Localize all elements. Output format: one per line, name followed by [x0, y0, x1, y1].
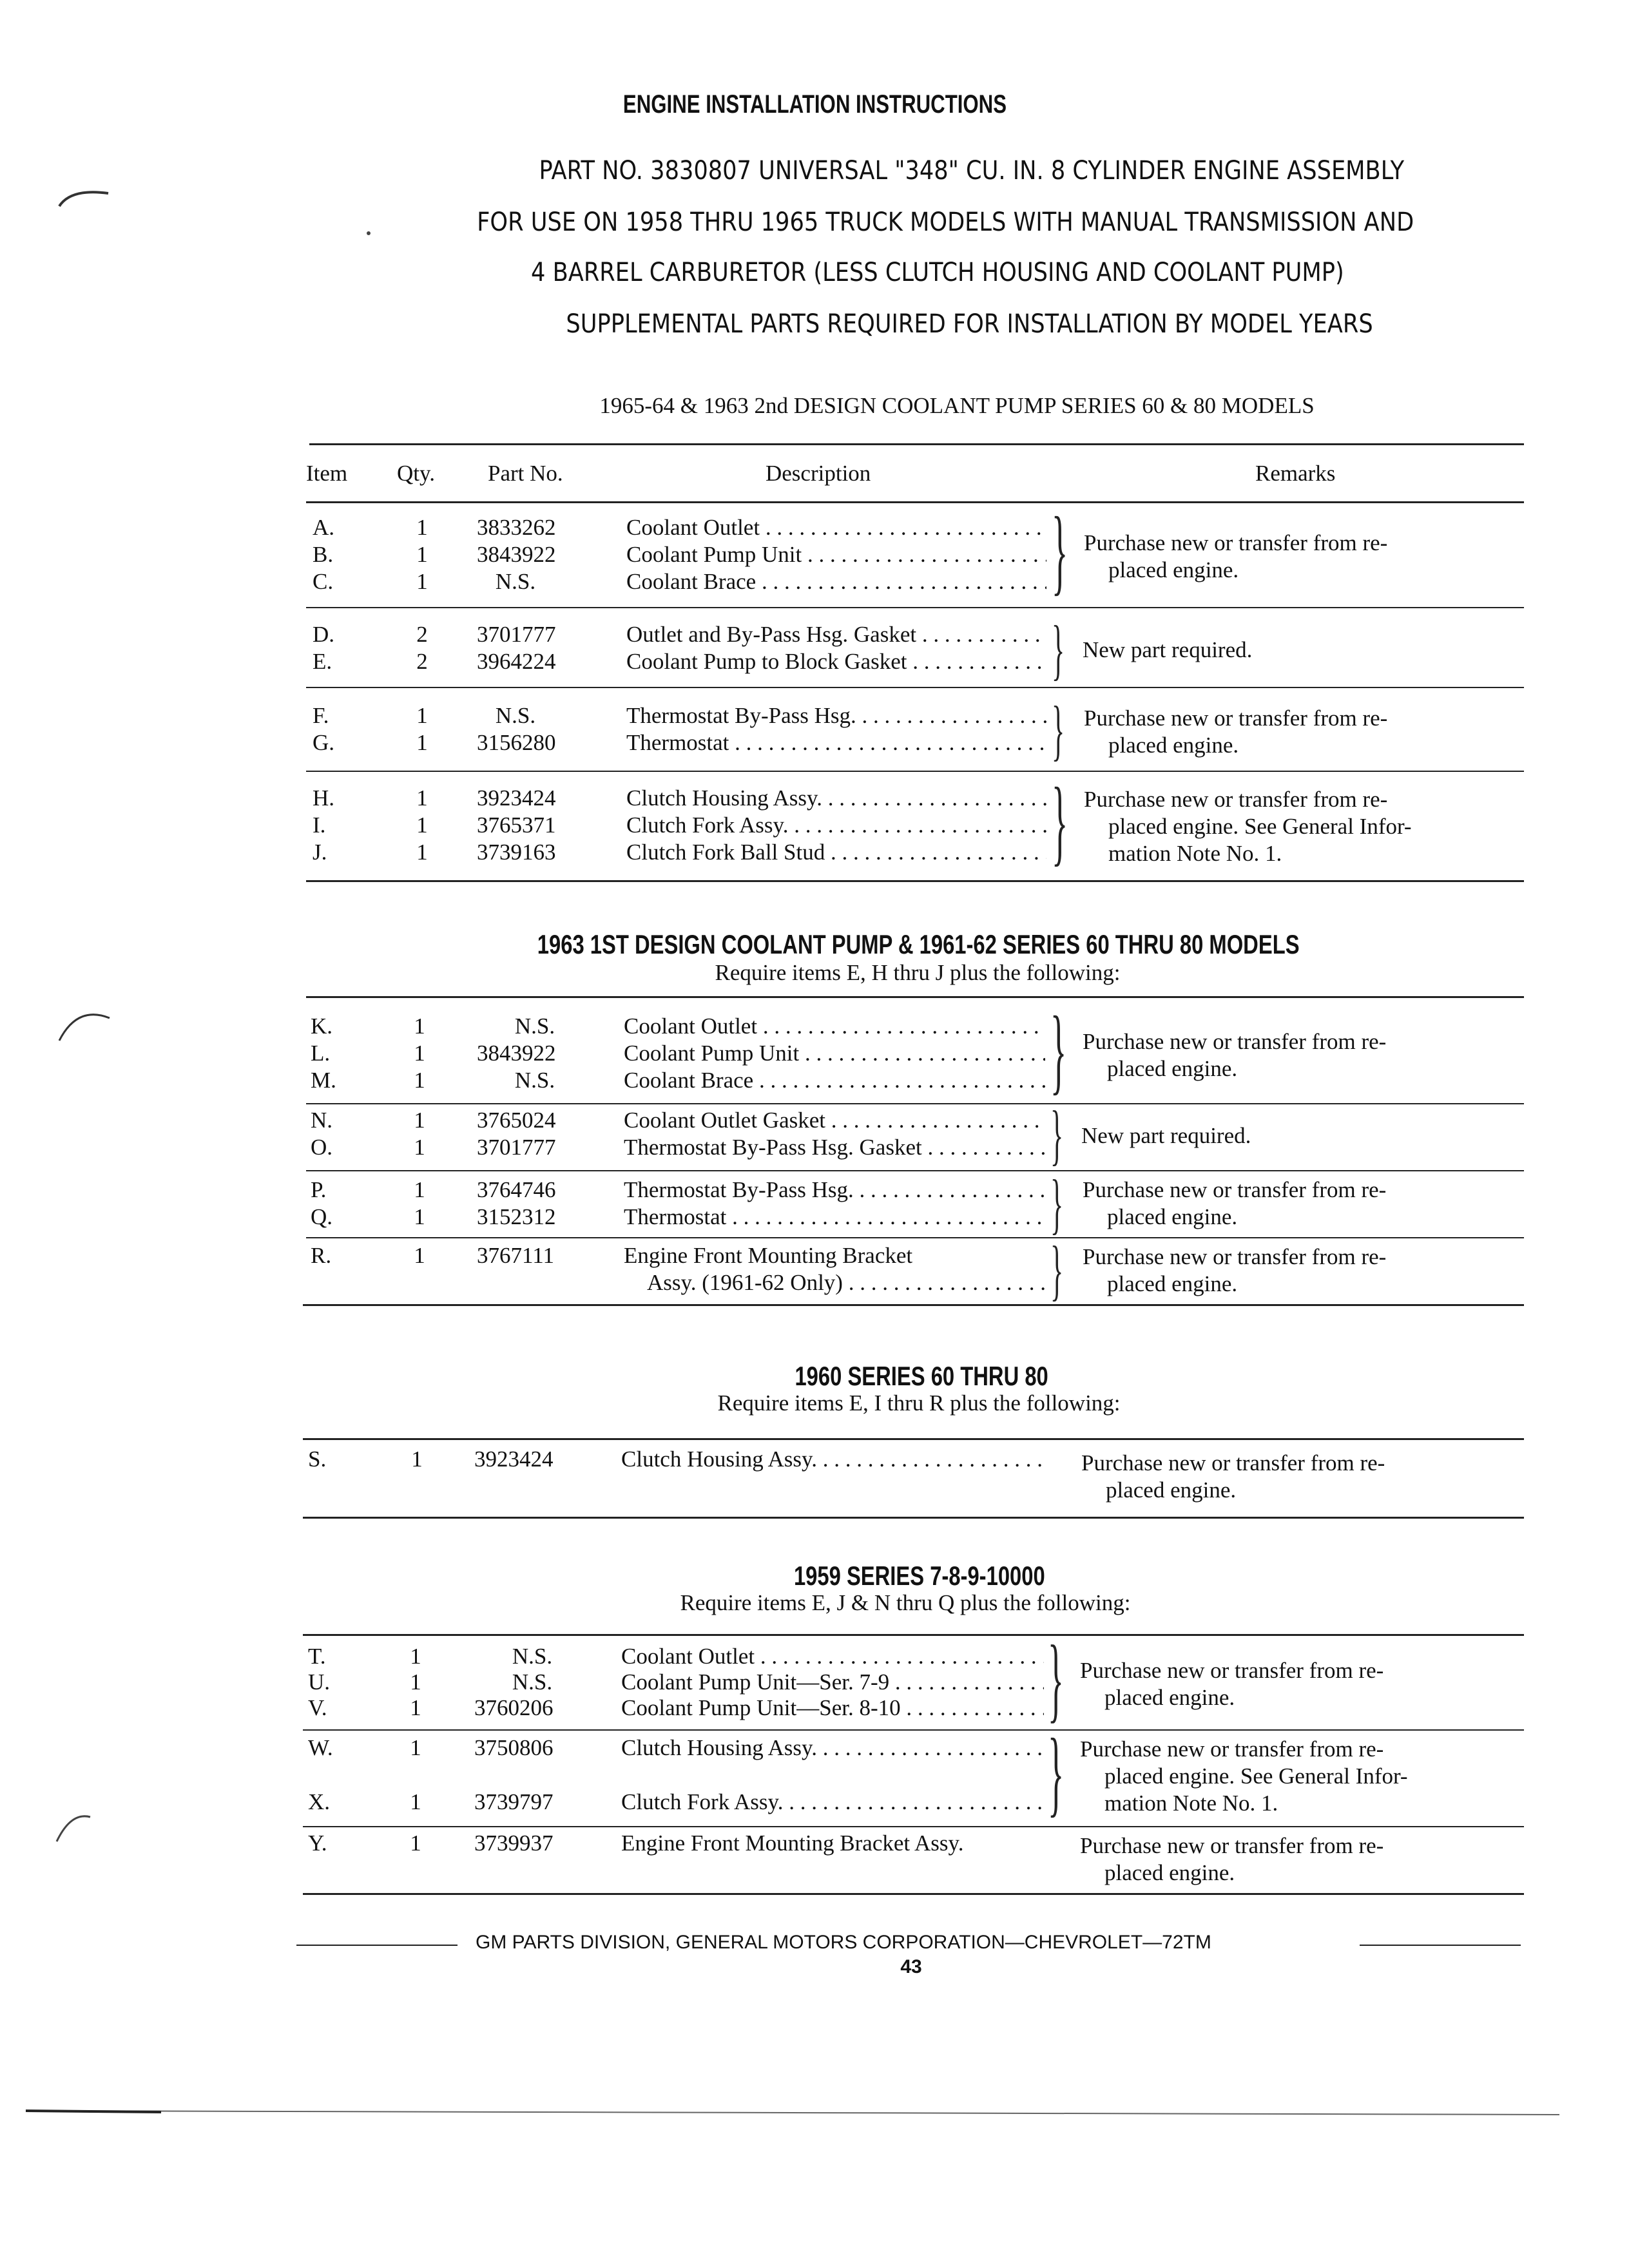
- divider: [306, 1103, 1524, 1104]
- remark: Purchase new or transfer from re- placed engine.: [1083, 1029, 1387, 1081]
- remark: Purchase new or transfer from re- placed engine.: [1084, 706, 1388, 758]
- divider: [306, 687, 1524, 688]
- divider: [303, 1304, 1524, 1306]
- column-header-remarks: Remarks: [1255, 461, 1336, 486]
- remark: Purchase new or transfer from re- placed engine.: [1081, 1450, 1385, 1503]
- divider: [303, 1634, 1524, 1636]
- header-line-4: SUPPLEMENTAL PARTS REQUIRED FOR INSTALLATION BY MODEL YEARS: [566, 309, 1374, 339]
- column-header-part: Part No.: [488, 461, 563, 486]
- divider: [306, 501, 1524, 503]
- brace: }: [1048, 1626, 1064, 1732]
- brace: }: [1052, 768, 1068, 875]
- brace: }: [1050, 1097, 1064, 1172]
- column-header-item: Item: [306, 461, 348, 486]
- divider: [306, 996, 1524, 998]
- remark: Purchase new or transfer from re- placed engine.: [1080, 1658, 1384, 1710]
- page-number: 43: [900, 1956, 922, 1977]
- remark: New part required.: [1083, 637, 1253, 662]
- scan-mark: [26, 2111, 1559, 2115]
- divider: [303, 1729, 1524, 1731]
- footer-rule-right: [1360, 1945, 1521, 1946]
- table-header: [0, 461, 1629, 488]
- scan-mark: [26, 2111, 161, 2112]
- brace: }: [1052, 497, 1068, 604]
- remark: Purchase new or transfer from re- placed engine. See General Infor- mation Note No. 1.: [1080, 1736, 1408, 1816]
- section-4-title: 1959 SERIES 7-8-9-10000: [794, 1561, 1045, 1591]
- divider: [306, 771, 1524, 772]
- brace: }: [1050, 1232, 1064, 1307]
- section-1-title: 1965-64 & 1963 2nd DESIGN COOLANT PUMP SERIES 60 & 80 MODELS: [599, 393, 1315, 418]
- scan-mark: [57, 1816, 90, 1841]
- section-3-title: 1960 SERIES 60 THRU 80: [795, 1361, 1048, 1391]
- divider: [303, 1826, 1524, 1827]
- page-title: ENGINE INSTALLATION INSTRUCTIONS: [622, 90, 1007, 119]
- remark: Purchase new or transfer from re- placed engine.: [1084, 530, 1388, 582]
- section-2-subtitle: Require items E, H thru J plus the following:: [715, 960, 1121, 985]
- divider: [303, 1438, 1524, 1440]
- remark: Purchase new or transfer from re- placed engine.: [1083, 1177, 1387, 1229]
- divider: [309, 443, 1524, 445]
- divider: [303, 1893, 1524, 1895]
- divider: [306, 607, 1524, 608]
- brace: }: [1050, 997, 1067, 1104]
- remark: Purchase new or transfer from re- placed engine. See General Infor- mation Note No. 1.: [1084, 787, 1412, 866]
- footer-rule-left: [296, 1945, 458, 1946]
- remark: Purchase new or transfer from re- placed engine.: [1083, 1244, 1387, 1296]
- section-4-subtitle: Require items E, J & N thru Q plus the following:: [680, 1590, 1131, 1615]
- brace: }: [1052, 692, 1065, 767]
- divider: [306, 1237, 1524, 1238]
- column-header-description: Description: [766, 461, 871, 486]
- divider: [306, 880, 1524, 882]
- footer-text: GM PARTS DIVISION, GENERAL MOTORS CORPORATION—CHEVROLET—72TM: [476, 1932, 1211, 1953]
- brace: }: [1052, 611, 1065, 687]
- scan-mark: [59, 1015, 110, 1041]
- header-line-1: PART NO. 3830807 UNIVERSAL "348" CU. IN. 8 CYLINDER ENGINE ASSEMBLY: [539, 156, 1404, 186]
- section-3-subtitle: Require items E, I thru R plus the following:: [717, 1390, 1121, 1416]
- brace: }: [1048, 1719, 1065, 1826]
- scan-mark: [59, 192, 108, 206]
- section-2-title: 1963 1ST DESIGN COOLANT PUMP & 1961-62 SERIES 60 THRU 80 MODELS: [537, 929, 1300, 959]
- header-line-3: 4 BARREL CARBURETOR (LESS CLUTCH HOUSING AND COOLANT PUMP): [531, 258, 1344, 287]
- divider: [306, 1170, 1524, 1171]
- divider: [303, 1517, 1524, 1519]
- remark: Purchase new or transfer from re- placed engine.: [1080, 1833, 1384, 1885]
- remark: New part required.: [1081, 1123, 1251, 1148]
- header-line-2: FOR USE ON 1958 THRU 1965 TRUCK MODELS WITH MANUAL TRANSMISSION AND: [477, 207, 1414, 237]
- brace: }: [1050, 1166, 1064, 1241]
- column-header-qty: Qty.: [397, 461, 435, 486]
